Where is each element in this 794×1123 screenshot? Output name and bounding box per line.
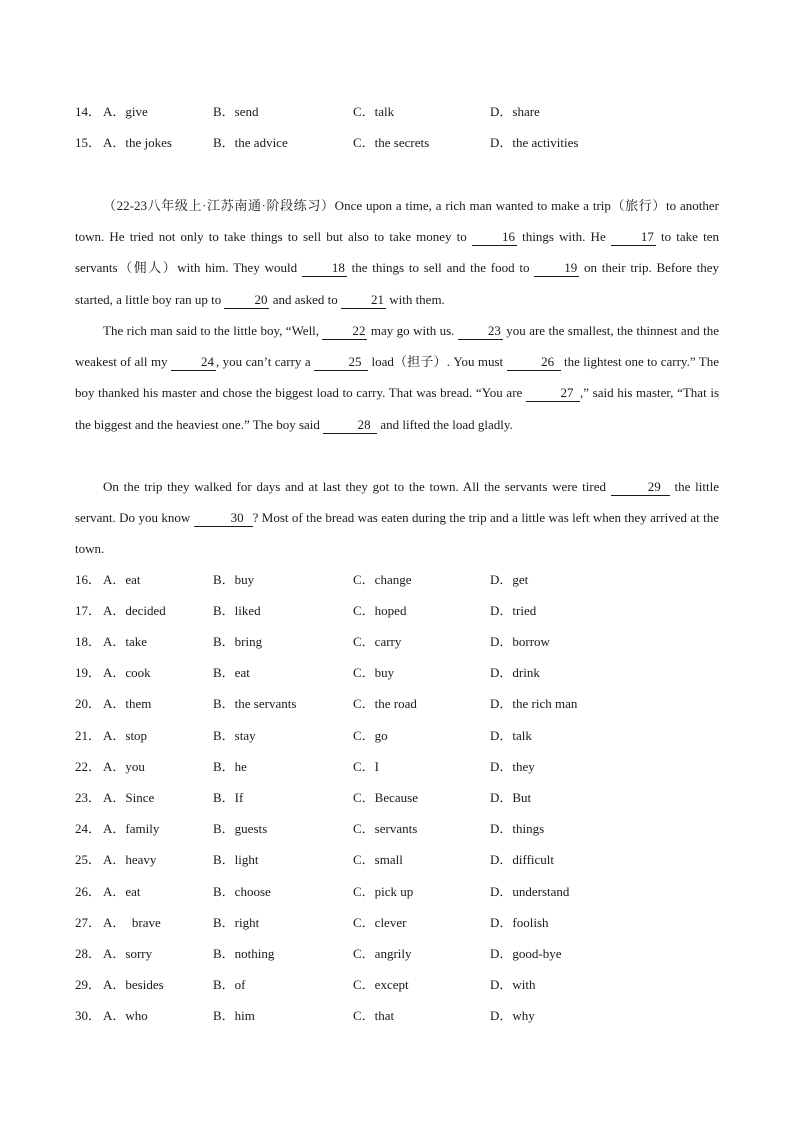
question-number: 25．	[75, 852, 102, 867]
option-d: D．get	[490, 572, 529, 587]
passage-text: with them.	[385, 291, 445, 307]
blank-27: 27	[526, 385, 580, 402]
option-c: C．Because	[353, 790, 418, 805]
option-c: C．change	[353, 572, 412, 587]
option-b: B．the advice	[213, 135, 288, 150]
passage-text: The rich man said to the little boy, “Well,	[103, 323, 323, 338]
option-c: C．carry	[353, 634, 402, 649]
option-d: D．borrow	[490, 634, 550, 649]
passage-paragraph-1	[75, 190, 719, 315]
option-c: C．that	[353, 1008, 395, 1023]
option-b: B．nothing	[213, 946, 275, 961]
blank-23: 23	[458, 323, 503, 340]
passage-text: the things to sell and the food to	[346, 260, 535, 276]
option-a: A． brave	[103, 915, 161, 930]
option-b: B．stay	[213, 728, 256, 743]
option-d: D．But	[490, 790, 532, 805]
option-a: A．heavy	[103, 852, 157, 867]
option-c: C．small	[353, 852, 403, 867]
question-number: 16．	[75, 572, 102, 587]
question-number: 26．	[75, 884, 102, 899]
option-c: C．servants	[353, 821, 418, 836]
option-c: C．the secrets	[353, 135, 430, 150]
option-d: D．difficult	[490, 852, 555, 867]
passage-text: things with. He	[516, 229, 611, 245]
option-b: B．If	[213, 790, 244, 805]
option-c: C．the road	[353, 696, 417, 711]
question-number: 15．	[75, 135, 102, 150]
blank-28: 28	[323, 417, 377, 434]
option-c: C．buy	[353, 665, 395, 680]
option-b: B．he	[213, 759, 247, 774]
blank-22: 22	[322, 323, 367, 340]
passage-text: , you can’t carry a	[215, 354, 315, 370]
blank-16: 16	[472, 229, 517, 246]
question-number: 28．	[75, 946, 102, 961]
option-b: B．light	[213, 852, 259, 867]
option-d: D．the rich man	[490, 696, 578, 711]
question-number: 30．	[75, 1008, 102, 1023]
passage-text: the lightest one to carry.” The boy thanked his master and chose the biggest load to carry. That was bread. “You are	[75, 354, 719, 401]
blank-29: 29	[611, 479, 670, 496]
option-d: D．the activities	[490, 135, 579, 150]
option-d: D．things	[490, 821, 545, 836]
passage-paragraph-3	[75, 471, 719, 565]
option-b: B．of	[213, 977, 246, 992]
option-b: B．eat	[213, 665, 250, 680]
option-a: A．sorry	[103, 946, 153, 961]
question-number: 24．	[75, 821, 102, 836]
option-b: B．him	[213, 1008, 255, 1023]
option-a: A．eat	[103, 884, 141, 899]
blank-24: 24	[171, 354, 216, 371]
option-d: D．foolish	[490, 915, 549, 930]
passage-text: the little servant. Do you know	[75, 479, 719, 526]
blank-21: 21	[341, 292, 386, 309]
passage-text: on their trip. Before they started, a little boy ran up to	[75, 260, 719, 307]
question-number: 20．	[75, 696, 102, 711]
option-d: D．they	[490, 759, 535, 774]
option-b: B．bring	[213, 634, 263, 649]
option-c: C．I	[353, 759, 380, 774]
option-a: A．who	[103, 1008, 148, 1023]
question-number: 29．	[75, 977, 102, 992]
option-d: D．tried	[490, 603, 537, 618]
option-d: D．drink	[490, 665, 540, 680]
option-a: A．take	[103, 634, 148, 649]
passage-paragraph-2	[75, 315, 719, 440]
option-c: C．except	[353, 977, 409, 992]
option-d: D．understand	[490, 884, 570, 899]
option-d: D．with	[490, 977, 536, 992]
option-a: A．decided	[103, 603, 166, 618]
option-c: C．angrily	[353, 946, 412, 961]
question-number: 23．	[75, 790, 102, 805]
option-b: B．choose	[213, 884, 271, 899]
blank-25: 25	[314, 354, 368, 371]
option-a: A．eat	[103, 572, 141, 587]
option-c: C．talk	[353, 104, 395, 119]
passage-text: ,” said his master, “That is the biggest and the heaviest one.” The boy said	[75, 385, 720, 432]
option-c: C．go	[353, 728, 388, 743]
option-a: A．them	[103, 696, 152, 711]
blank-17: 17	[611, 229, 656, 246]
blank-30: 30	[194, 510, 253, 527]
option-d: D．good-bye	[490, 946, 562, 961]
option-a: A．Since	[103, 790, 155, 805]
passage-text: On the trip they walked for days and at last they got to the town. All the servants were tired	[103, 479, 611, 494]
option-a: A．stop	[103, 728, 148, 743]
passage-text: you are the smallest, the thinnest and the weakest of all my	[75, 323, 719, 370]
option-b: B．buy	[213, 572, 255, 587]
option-b: B．right	[213, 915, 260, 930]
option-a: A．the jokes	[103, 135, 172, 150]
question-number: 14．	[75, 104, 102, 119]
option-d: D．talk	[490, 728, 532, 743]
blank-18: 18	[302, 260, 347, 277]
question-number: 17．	[75, 603, 102, 618]
blank-20: 20	[224, 292, 269, 309]
question-number: 21．	[75, 728, 102, 743]
option-c: C．pick up	[353, 884, 414, 899]
question-number: 27．	[75, 915, 102, 930]
option-c: C．clever	[353, 915, 407, 930]
option-b: B．send	[213, 104, 259, 119]
blank-26: 26	[507, 354, 561, 371]
option-a: A．besides	[103, 977, 164, 992]
passage-text: and lifted the load gladly.	[377, 416, 513, 432]
option-d: D．share	[490, 104, 540, 119]
passage-text: to take ten servants（佣人）with him. They would	[75, 229, 719, 276]
option-a: A．cook	[103, 665, 151, 680]
option-b: B．the servants	[213, 696, 297, 711]
passage-text: load（担子）. You must	[368, 354, 507, 370]
passage-text: and asked to	[269, 291, 341, 307]
option-b: B．liked	[213, 603, 261, 618]
blank-19: 19	[534, 260, 579, 277]
passage-text: ? Most of the bread was eaten during the trip and a little was left when they arrived at the town.	[75, 510, 719, 557]
option-a: A．give	[103, 104, 148, 119]
option-d: D．why	[490, 1008, 535, 1023]
question-number: 19．	[75, 665, 102, 680]
question-number: 22．	[75, 759, 102, 774]
option-c: C．hoped	[353, 603, 407, 618]
passage-text: may go with us.	[367, 323, 458, 338]
question-number: 18．	[75, 634, 102, 649]
passage-text: （22-23八年级上·江苏南通·阶段练习）Once upon a time, a rich man wanted to make a trip（旅行）to another town. He tried not only to take things to sell but also to take money to	[75, 198, 719, 245]
option-b: B．guests	[213, 821, 268, 836]
option-a: A．you	[103, 759, 145, 774]
option-a: A．family	[103, 821, 160, 836]
